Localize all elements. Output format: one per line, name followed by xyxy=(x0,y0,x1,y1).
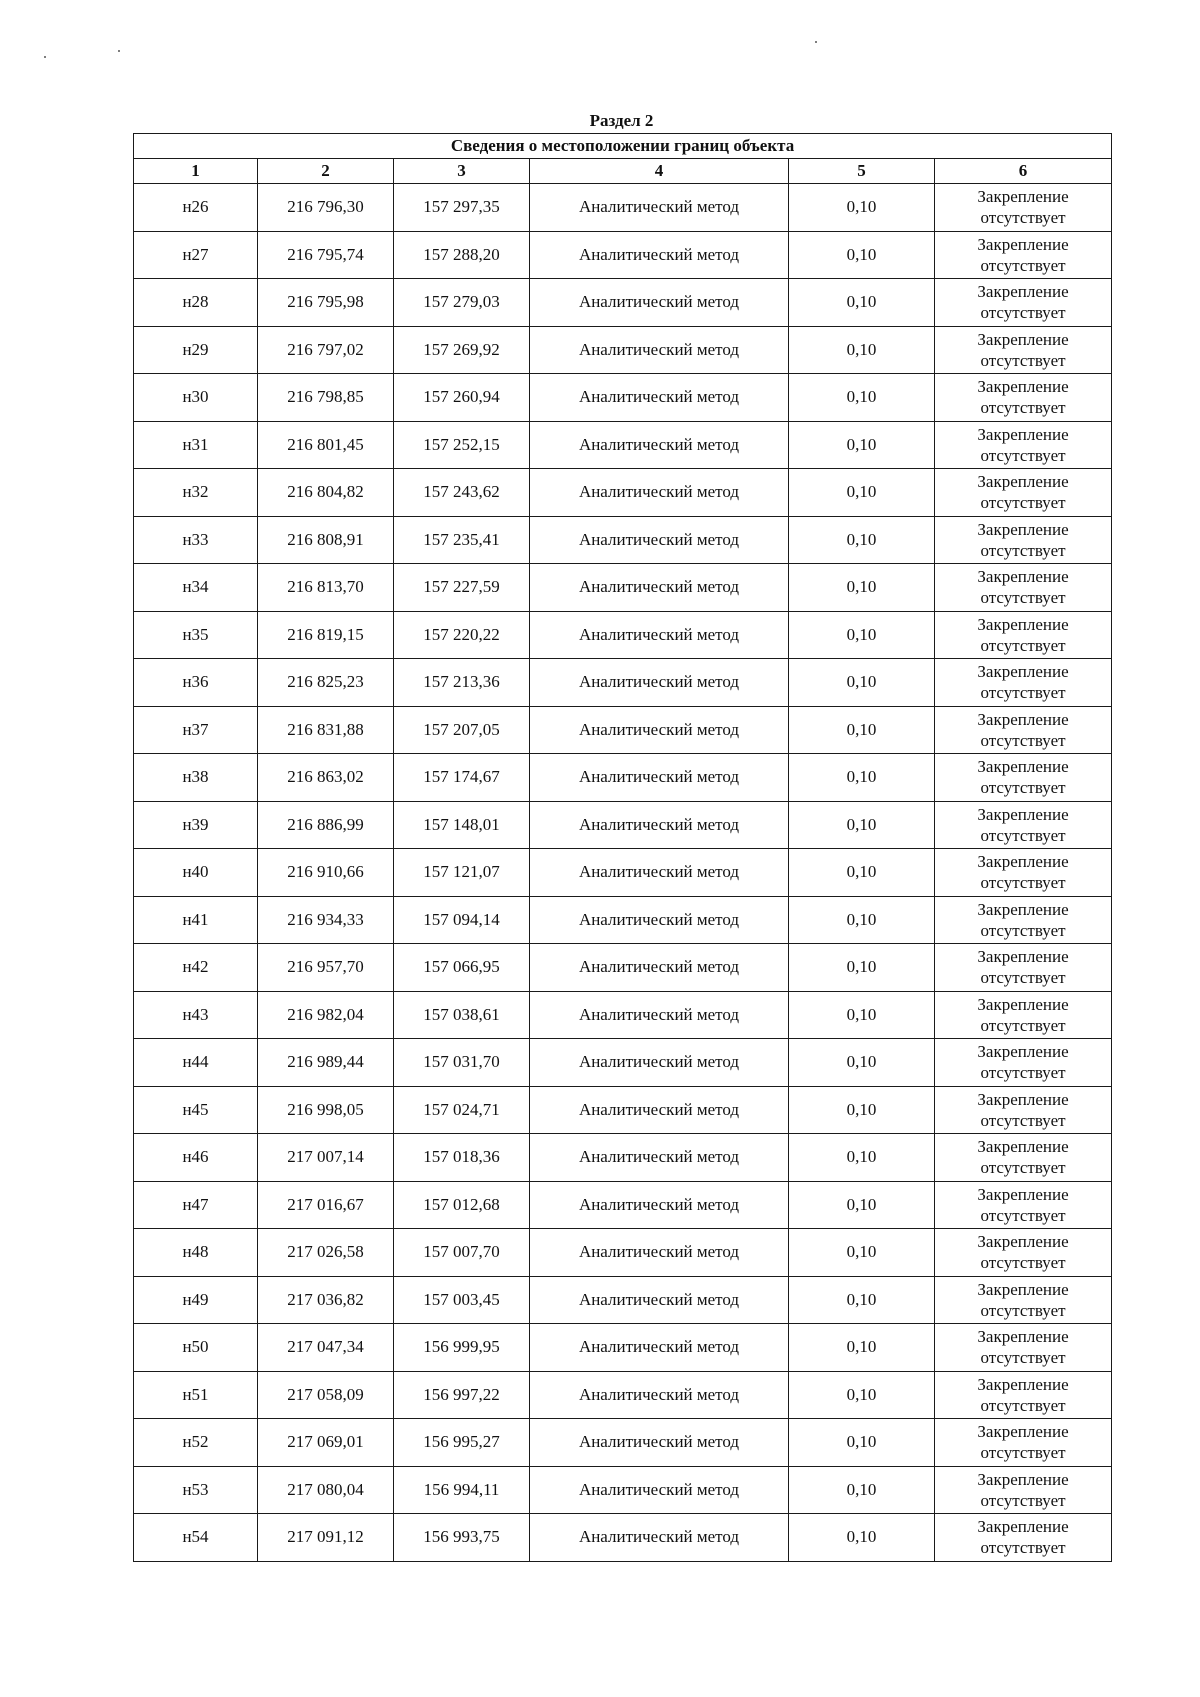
accuracy-cell: 0,10 xyxy=(789,706,935,754)
accuracy-cell: 0,10 xyxy=(789,564,935,612)
fixing-line-2: отсутствует xyxy=(980,255,1066,275)
x-coordinate-cell: 217 036,82 xyxy=(258,1276,394,1324)
table-row xyxy=(134,469,1112,517)
method-cell: Аналитический метод xyxy=(530,1324,789,1372)
scan-speck xyxy=(44,56,46,58)
fixing-line-2: отсутствует xyxy=(980,683,1066,703)
table-row xyxy=(134,231,1112,279)
x-coordinate-cell: 217 069,01 xyxy=(258,1419,394,1467)
table-row xyxy=(134,896,1112,944)
method-cell: Аналитический метод xyxy=(530,421,789,469)
point-number-cell: н51 xyxy=(134,1371,258,1419)
x-coordinate-cell: 217 047,34 xyxy=(258,1324,394,1372)
accuracy-cell: 0,10 xyxy=(789,754,935,802)
column-number: 6 xyxy=(935,159,1112,184)
y-coordinate-cell: 157 235,41 xyxy=(394,516,530,564)
y-coordinate-cell: 157 012,68 xyxy=(394,1181,530,1229)
point-number-cell: н31 xyxy=(134,421,258,469)
fixing-line-1: Закрепление xyxy=(977,1279,1069,1299)
y-coordinate-cell: 157 094,14 xyxy=(394,896,530,944)
y-coordinate-cell: 157 121,07 xyxy=(394,849,530,897)
accuracy-cell: 0,10 xyxy=(789,374,935,422)
method-cell: Аналитический метод xyxy=(530,1419,789,1467)
point-number-cell: н53 xyxy=(134,1466,258,1514)
method-cell: Аналитический метод xyxy=(530,801,789,849)
point-number-cell: н30 xyxy=(134,374,258,422)
method-cell: Аналитический метод xyxy=(530,1276,789,1324)
table-row xyxy=(134,516,1112,564)
fixing-line-1: Закрепление xyxy=(977,1232,1069,1252)
y-coordinate-cell: 157 213,36 xyxy=(394,659,530,707)
accuracy-cell: 0,10 xyxy=(789,516,935,564)
fixing-cell xyxy=(935,706,1112,754)
fixing-cell xyxy=(935,1514,1112,1562)
y-coordinate-cell: 157 066,95 xyxy=(394,944,530,992)
point-number-cell: н28 xyxy=(134,279,258,327)
method-cell: Аналитический метод xyxy=(530,706,789,754)
point-number-cell: н32 xyxy=(134,469,258,517)
x-coordinate-cell: 216 863,02 xyxy=(258,754,394,802)
fixing-line-2: отсутствует xyxy=(980,588,1066,608)
fixing-line-2: отсутствует xyxy=(980,1300,1066,1320)
table-row xyxy=(134,564,1112,612)
table-row xyxy=(134,1134,1112,1182)
point-number-cell: н29 xyxy=(134,326,258,374)
accuracy-cell: 0,10 xyxy=(789,801,935,849)
y-coordinate-cell: 157 252,15 xyxy=(394,421,530,469)
x-coordinate-cell: 217 016,67 xyxy=(258,1181,394,1229)
y-coordinate-cell: 157 174,67 xyxy=(394,754,530,802)
method-cell: Аналитический метод xyxy=(530,516,789,564)
method-cell: Аналитический метод xyxy=(530,1181,789,1229)
fixing-line-1: Закрепление xyxy=(977,234,1069,254)
fixing-cell xyxy=(935,279,1112,327)
point-number-cell: н42 xyxy=(134,944,258,992)
method-cell: Аналитический метод xyxy=(530,849,789,897)
boundary-coordinates-table xyxy=(133,133,1112,1562)
table-row xyxy=(134,184,1112,232)
accuracy-cell: 0,10 xyxy=(789,469,935,517)
accuracy-cell: 0,10 xyxy=(789,279,935,327)
column-number: 5 xyxy=(789,159,935,184)
fixing-line-2: отсутствует xyxy=(980,1538,1066,1558)
fixing-cell xyxy=(935,564,1112,612)
accuracy-cell: 0,10 xyxy=(789,1039,935,1087)
x-coordinate-cell: 216 808,91 xyxy=(258,516,394,564)
fixing-cell xyxy=(935,754,1112,802)
table-row xyxy=(134,1514,1112,1562)
table-caption-row xyxy=(134,134,1112,159)
x-coordinate-cell: 216 819,15 xyxy=(258,611,394,659)
y-coordinate-cell: 156 999,95 xyxy=(394,1324,530,1372)
x-coordinate-cell: 216 886,99 xyxy=(258,801,394,849)
fixing-cell xyxy=(935,1371,1112,1419)
x-coordinate-cell: 217 058,09 xyxy=(258,1371,394,1419)
fixing-cell xyxy=(935,801,1112,849)
fixing-line-1: Закрепление xyxy=(977,899,1069,919)
scan-speck xyxy=(118,50,120,52)
accuracy-cell: 0,10 xyxy=(789,326,935,374)
fixing-cell xyxy=(935,421,1112,469)
fixing-line-2: отсутствует xyxy=(980,208,1066,228)
fixing-cell xyxy=(935,1466,1112,1514)
accuracy-cell: 0,10 xyxy=(789,611,935,659)
fixing-line-1: Закрепление xyxy=(977,852,1069,872)
fixing-line-1: Закрепление xyxy=(977,757,1069,777)
fixing-line-2: отсутствует xyxy=(980,730,1066,750)
fixing-line-1: Закрепление xyxy=(977,1327,1069,1347)
accuracy-cell: 0,10 xyxy=(789,1514,935,1562)
table-body xyxy=(134,184,1112,1562)
fixing-cell xyxy=(935,184,1112,232)
accuracy-cell: 0,10 xyxy=(789,659,935,707)
fixing-cell xyxy=(935,1181,1112,1229)
fixing-line-2: отсутствует xyxy=(980,1253,1066,1273)
method-cell: Аналитический метод xyxy=(530,1466,789,1514)
x-coordinate-cell: 216 797,02 xyxy=(258,326,394,374)
fixing-line-2: отсутствует xyxy=(980,1158,1066,1178)
method-cell: Аналитический метод xyxy=(530,1039,789,1087)
section-title: Раздел 2 xyxy=(589,111,654,130)
fixing-cell xyxy=(935,1229,1112,1277)
fixing-line-1: Закрепление xyxy=(977,377,1069,397)
table-row xyxy=(134,326,1112,374)
point-number-cell: н34 xyxy=(134,564,258,612)
y-coordinate-cell: 156 997,22 xyxy=(394,1371,530,1419)
x-coordinate-cell: 216 825,23 xyxy=(258,659,394,707)
method-cell: Аналитический метод xyxy=(530,469,789,517)
accuracy-cell: 0,10 xyxy=(789,896,935,944)
y-coordinate-cell: 157 297,35 xyxy=(394,184,530,232)
column-number: 1 xyxy=(134,159,258,184)
table-row xyxy=(134,1039,1112,1087)
table-row xyxy=(134,706,1112,754)
y-coordinate-cell: 157 207,05 xyxy=(394,706,530,754)
point-number-cell: н47 xyxy=(134,1181,258,1229)
accuracy-cell: 0,10 xyxy=(789,1181,935,1229)
y-coordinate-cell: 157 007,70 xyxy=(394,1229,530,1277)
y-coordinate-cell: 156 995,27 xyxy=(394,1419,530,1467)
fixing-cell xyxy=(935,516,1112,564)
point-number-cell: н39 xyxy=(134,801,258,849)
x-coordinate-cell: 217 007,14 xyxy=(258,1134,394,1182)
fixing-cell xyxy=(935,231,1112,279)
table-row xyxy=(134,1419,1112,1467)
fixing-cell xyxy=(935,1276,1112,1324)
fixing-line-1: Закрепление xyxy=(977,1517,1069,1537)
x-coordinate-cell: 216 796,30 xyxy=(258,184,394,232)
accuracy-cell: 0,10 xyxy=(789,1134,935,1182)
fixing-line-1: Закрепление xyxy=(977,472,1069,492)
fixing-cell xyxy=(935,326,1112,374)
y-coordinate-cell: 157 031,70 xyxy=(394,1039,530,1087)
table-row xyxy=(134,374,1112,422)
x-coordinate-cell: 217 080,04 xyxy=(258,1466,394,1514)
fixing-cell xyxy=(935,374,1112,422)
x-coordinate-cell: 216 795,98 xyxy=(258,279,394,327)
scan-speck xyxy=(815,41,817,43)
point-number-cell: н44 xyxy=(134,1039,258,1087)
x-coordinate-cell: 216 795,74 xyxy=(258,231,394,279)
accuracy-cell: 0,10 xyxy=(789,1371,935,1419)
x-coordinate-cell: 216 982,04 xyxy=(258,991,394,1039)
point-number-cell: н46 xyxy=(134,1134,258,1182)
method-cell: Аналитический метод xyxy=(530,1086,789,1134)
x-coordinate-cell: 216 934,33 xyxy=(258,896,394,944)
table-row xyxy=(134,1229,1112,1277)
point-number-cell: н45 xyxy=(134,1086,258,1134)
fixing-line-1: Закрепление xyxy=(977,282,1069,302)
fixing-line-1: Закрепление xyxy=(977,519,1069,539)
method-cell: Аналитический метод xyxy=(530,374,789,422)
point-number-cell: н27 xyxy=(134,231,258,279)
table-row xyxy=(134,1324,1112,1372)
method-cell: Аналитический метод xyxy=(530,991,789,1039)
y-coordinate-cell: 157 288,20 xyxy=(394,231,530,279)
column-number: 4 xyxy=(530,159,789,184)
fixing-cell xyxy=(935,896,1112,944)
table-row xyxy=(134,659,1112,707)
table-row xyxy=(134,754,1112,802)
table-row xyxy=(134,421,1112,469)
fixing-cell xyxy=(935,991,1112,1039)
fixing-cell xyxy=(935,944,1112,992)
x-coordinate-cell: 216 798,85 xyxy=(258,374,394,422)
point-number-cell: н40 xyxy=(134,849,258,897)
fixing-line-2: отсутствует xyxy=(980,920,1066,940)
method-cell: Аналитический метод xyxy=(530,326,789,374)
method-cell: Аналитический метод xyxy=(530,611,789,659)
table-row xyxy=(134,1466,1112,1514)
fixing-line-2: отсутствует xyxy=(980,968,1066,988)
fixing-line-1: Закрепление xyxy=(977,187,1069,207)
table-row xyxy=(134,611,1112,659)
point-number-cell: н52 xyxy=(134,1419,258,1467)
table-row xyxy=(134,1181,1112,1229)
fixing-line-1: Закрепление xyxy=(977,1184,1069,1204)
fixing-line-2: отсутствует xyxy=(980,1015,1066,1035)
fixing-cell xyxy=(935,849,1112,897)
accuracy-cell: 0,10 xyxy=(789,184,935,232)
table-row xyxy=(134,1276,1112,1324)
fixing-line-1: Закрепление xyxy=(977,662,1069,682)
x-coordinate-cell: 216 957,70 xyxy=(258,944,394,992)
fixing-line-1: Закрепление xyxy=(977,1089,1069,1109)
table-row xyxy=(134,991,1112,1039)
fixing-cell xyxy=(935,1324,1112,1372)
y-coordinate-cell: 157 024,71 xyxy=(394,1086,530,1134)
accuracy-cell: 0,10 xyxy=(789,991,935,1039)
fixing-cell xyxy=(935,1039,1112,1087)
point-number-cell: н33 xyxy=(134,516,258,564)
accuracy-cell: 0,10 xyxy=(789,1276,935,1324)
point-number-cell: н35 xyxy=(134,611,258,659)
column-number: 3 xyxy=(394,159,530,184)
table-row xyxy=(134,1371,1112,1419)
fixing-line-1: Закрепление xyxy=(977,1374,1069,1394)
point-number-cell: н54 xyxy=(134,1514,258,1562)
x-coordinate-cell: 216 813,70 xyxy=(258,564,394,612)
fixing-line-1: Закрепление xyxy=(977,614,1069,634)
x-coordinate-cell: 216 801,45 xyxy=(258,421,394,469)
point-number-cell: н41 xyxy=(134,896,258,944)
x-coordinate-cell: 216 989,44 xyxy=(258,1039,394,1087)
x-coordinate-cell: 216 804,82 xyxy=(258,469,394,517)
x-coordinate-cell: 216 831,88 xyxy=(258,706,394,754)
fixing-line-1: Закрепление xyxy=(977,1042,1069,1062)
method-cell: Аналитический метод xyxy=(530,659,789,707)
y-coordinate-cell: 157 260,94 xyxy=(394,374,530,422)
point-number-cell: н38 xyxy=(134,754,258,802)
accuracy-cell: 0,10 xyxy=(789,1466,935,1514)
fixing-line-1: Закрепление xyxy=(977,709,1069,729)
method-cell: Аналитический метод xyxy=(530,184,789,232)
fixing-line-1: Закрепление xyxy=(977,1469,1069,1489)
point-number-cell: н36 xyxy=(134,659,258,707)
fixing-line-1: Закрепление xyxy=(977,994,1069,1014)
method-cell: Аналитический метод xyxy=(530,279,789,327)
accuracy-cell: 0,10 xyxy=(789,421,935,469)
fixing-cell xyxy=(935,1134,1112,1182)
fixing-line-2: отсутствует xyxy=(980,635,1066,655)
fixing-line-2: отсутствует xyxy=(980,445,1066,465)
x-coordinate-cell: 217 091,12 xyxy=(258,1514,394,1562)
accuracy-cell: 0,10 xyxy=(789,1229,935,1277)
fixing-line-2: отсутствует xyxy=(980,1348,1066,1368)
point-number-cell: н50 xyxy=(134,1324,258,1372)
method-cell: Аналитический метод xyxy=(530,896,789,944)
fixing-cell xyxy=(935,469,1112,517)
accuracy-cell: 0,10 xyxy=(789,231,935,279)
fixing-line-1: Закрепление xyxy=(977,567,1069,587)
y-coordinate-cell: 156 993,75 xyxy=(394,1514,530,1562)
method-cell: Аналитический метод xyxy=(530,944,789,992)
method-cell: Аналитический метод xyxy=(530,564,789,612)
fixing-line-2: отсутствует xyxy=(980,350,1066,370)
fixing-line-1: Закрепление xyxy=(977,329,1069,349)
accuracy-cell: 0,10 xyxy=(789,1419,935,1467)
table-row xyxy=(134,801,1112,849)
fixing-line-2: отсутствует xyxy=(980,493,1066,513)
accuracy-cell: 0,10 xyxy=(789,944,935,992)
fixing-line-2: отсутствует xyxy=(980,1063,1066,1083)
fixing-line-2: отсутствует xyxy=(980,778,1066,798)
table-row xyxy=(134,1086,1112,1134)
y-coordinate-cell: 157 279,03 xyxy=(394,279,530,327)
fixing-line-2: отсутствует xyxy=(980,1443,1066,1463)
method-cell: Аналитический метод xyxy=(530,754,789,802)
x-coordinate-cell: 216 998,05 xyxy=(258,1086,394,1134)
y-coordinate-cell: 157 243,62 xyxy=(394,469,530,517)
y-coordinate-cell: 157 227,59 xyxy=(394,564,530,612)
fixing-line-2: отсутствует xyxy=(980,1110,1066,1130)
y-coordinate-cell: 157 148,01 xyxy=(394,801,530,849)
fixing-line-2: отсутствует xyxy=(980,1490,1066,1510)
y-coordinate-cell: 156 994,11 xyxy=(394,1466,530,1514)
accuracy-cell: 0,10 xyxy=(789,1324,935,1372)
method-cell: Аналитический метод xyxy=(530,1514,789,1562)
x-coordinate-cell: 216 910,66 xyxy=(258,849,394,897)
table-row xyxy=(134,849,1112,897)
accuracy-cell: 0,10 xyxy=(789,1086,935,1134)
fixing-line-1: Закрепление xyxy=(977,1422,1069,1442)
fixing-line-2: отсутствует xyxy=(980,303,1066,323)
fixing-line-2: отсутствует xyxy=(980,873,1066,893)
y-coordinate-cell: 157 018,36 xyxy=(394,1134,530,1182)
fixing-line-2: отсутствует xyxy=(980,398,1066,418)
fixing-cell xyxy=(935,1086,1112,1134)
fixing-cell xyxy=(935,659,1112,707)
method-cell: Аналитический метод xyxy=(530,1371,789,1419)
accuracy-cell: 0,10 xyxy=(789,849,935,897)
fixing-cell xyxy=(935,1419,1112,1467)
fixing-line-2: отсутствует xyxy=(980,540,1066,560)
fixing-line-2: отсутствует xyxy=(980,825,1066,845)
fixing-line-1: Закрепление xyxy=(977,1137,1069,1157)
point-number-cell: н49 xyxy=(134,1276,258,1324)
fixing-line-2: отсутствует xyxy=(980,1205,1066,1225)
y-coordinate-cell: 157 038,61 xyxy=(394,991,530,1039)
y-coordinate-cell: 157 003,45 xyxy=(394,1276,530,1324)
table-caption: Сведения о местоположении границ объекта xyxy=(134,134,1112,159)
column-number: 2 xyxy=(258,159,394,184)
fixing-cell xyxy=(935,611,1112,659)
point-number-cell: н37 xyxy=(134,706,258,754)
table-row xyxy=(134,944,1112,992)
fixing-line-1: Закрепление xyxy=(977,424,1069,444)
method-cell: Аналитический метод xyxy=(530,1229,789,1277)
method-cell: Аналитический метод xyxy=(530,231,789,279)
y-coordinate-cell: 157 220,22 xyxy=(394,611,530,659)
method-cell: Аналитический метод xyxy=(530,1134,789,1182)
point-number-cell: н43 xyxy=(134,991,258,1039)
table-row xyxy=(134,279,1112,327)
point-number-cell: н48 xyxy=(134,1229,258,1277)
x-coordinate-cell: 217 026,58 xyxy=(258,1229,394,1277)
point-number-cell: н26 xyxy=(134,184,258,232)
column-number-row xyxy=(134,159,1112,184)
fixing-line-2: отсутствует xyxy=(980,1395,1066,1415)
fixing-line-1: Закрепление xyxy=(977,804,1069,824)
y-coordinate-cell: 157 269,92 xyxy=(394,326,530,374)
fixing-line-1: Закрепление xyxy=(977,947,1069,967)
